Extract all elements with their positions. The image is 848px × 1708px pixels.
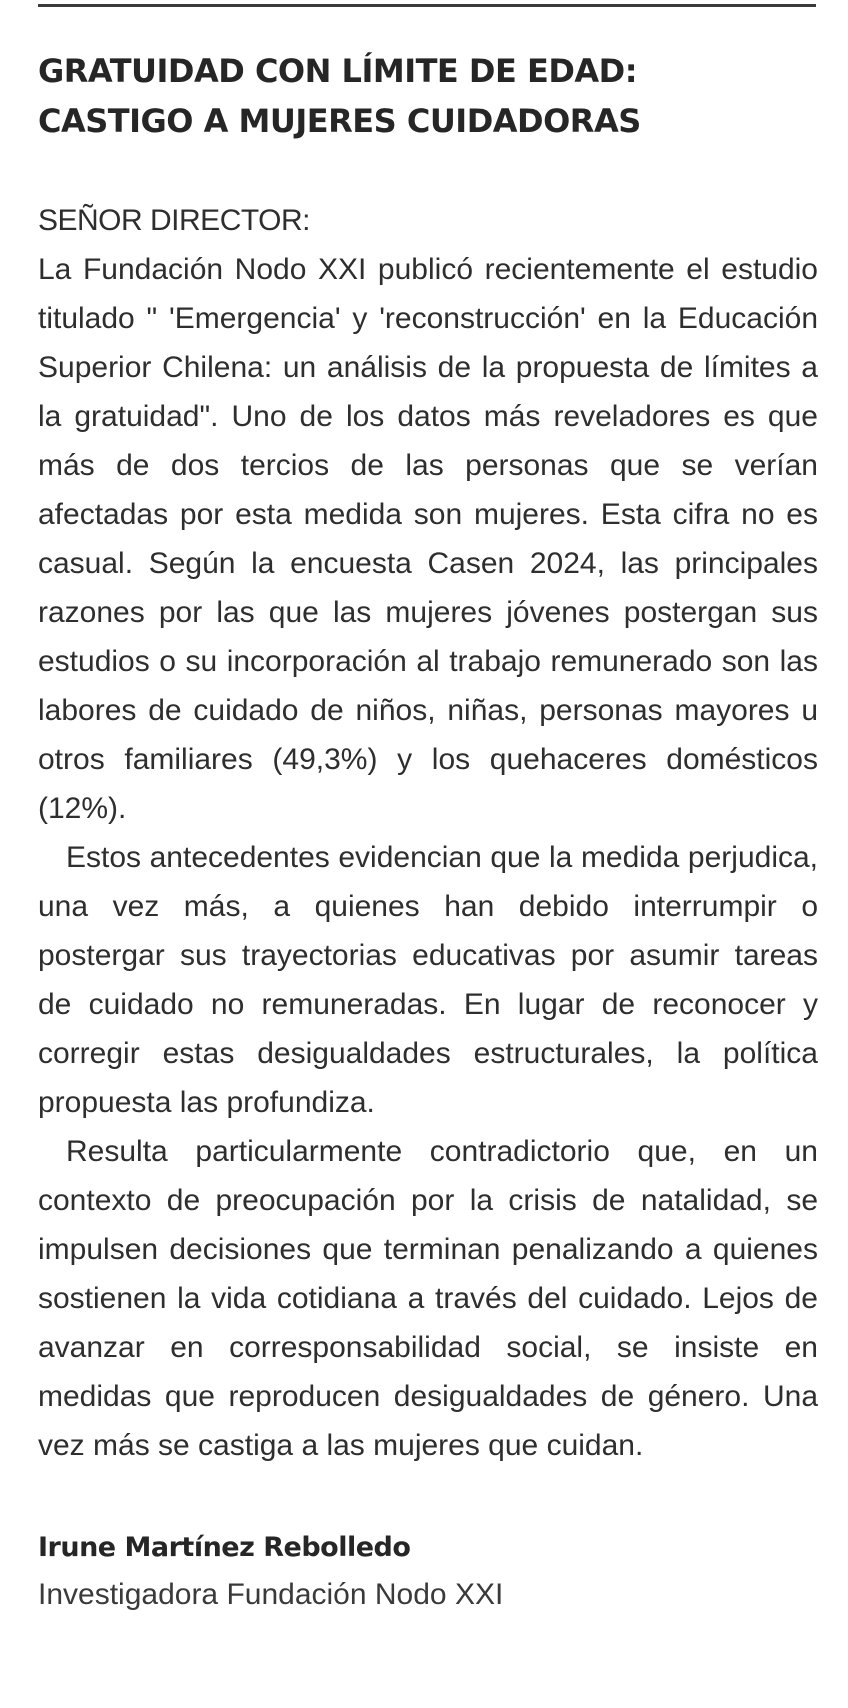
top-divider: [38, 4, 816, 7]
paragraph-2: Estos antecedentes evidencian que la medida perjudica, una vez más, a quienes han debido interrumpir o postergar sus trayectorias educativas por asumir tareas de cuidado no remuneradas. En lugar de reconocer y corregir estas desigualdades estructurales, la política propuesta las profundiza.: [38, 841, 818, 1119]
paragraph-3: Resulta particularmente contradictorio que, en un contexto de preocupación por la crisis de natalidad, se impulsen decisiones que terminan penalizando a quienes sostienen la vida cotidiana a través del cuidado. Lejos de avanzar en corresponsabilidad social, se insiste en medidas que reproducen desigualdades de género. Una vez más se castiga a las mujeres que cuidan.: [38, 1135, 818, 1462]
author-role: Investigadora Fundación Nodo XXI: [38, 1578, 504, 1611]
letter-headline: [38, 46, 818, 146]
salutation: SEÑOR DIRECTOR:: [38, 204, 310, 237]
letter-body: [38, 196, 818, 1470]
headline-line-1: GRATUIDAD CON LÍMITE DE EDAD:: [38, 52, 638, 90]
author-name: Irune Martínez Rebolledo: [38, 1532, 411, 1563]
paragraph-1: La Fundación Nodo XXI publicó recientemente el estudio titulado " 'Emergencia' y 'reconstrucción' en la Educación Superior Chilena: un análisis de la propuesta de límites a la gratuidad". Uno de los datos más reveladores es que más de dos tercios de las personas que se verían afectadas por esta medida son mujeres. Esta cifra no es casual. Según la encuesta Casen 2024, las principales razones por las que las mujeres jóvenes postergan sus estudios o su incorporación al trabajo remunerado son las labores de cuidado de niños, niñas, personas mayores u otros familiares (49,3%) y los quehaceres domésticos (12%).: [38, 253, 818, 825]
headline-line-2: CASTIGO A MUJERES CUIDADORAS: [38, 102, 641, 140]
